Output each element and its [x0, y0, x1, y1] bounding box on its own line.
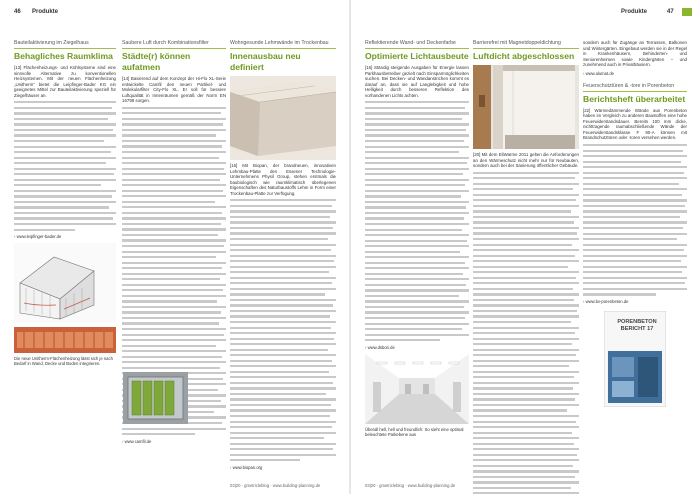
- article-title: Luftdicht abgeschlossen: [473, 51, 575, 61]
- article-kicker: Wohngesunde Lehmwände im Trockenbau: [230, 40, 336, 49]
- page-footer-right: 03|20 · gmetricleblog · www.building-planning.de: [365, 483, 456, 488]
- left-page: [0, 0, 349, 494]
- article-intro: [14] Basierend auf dem Konzept der Hi-Flo XL-Serie entwickelte Camfil den neuen Partikel- und Molekularfilter City-Flo XL. Er soll für bessere Luftqualität in Innenräumen gemäß der Norm EN 16798 sorgen.: [122, 76, 226, 104]
- article-col1: [14, 40, 116, 367]
- article-url-text[interactable]: www.dsbon.de: [367, 344, 395, 350]
- article-col3: [230, 40, 336, 471]
- article-kicker: Barrierefrei mit Magnetdoppeldichtung: [473, 40, 579, 49]
- article-intro: [15] Mit Biopan, der brandneuen, innovativen Lehmbau-Platte des Essener Technologie-Unternehmens Physil Group, stehen erstmals die baubiologisch wie raumklimatisch überlegenen Eigenschaften des Naturbaustoffs Lehm in Form einer Trockenbau-Platte zur Verfügung.: [230, 163, 336, 196]
- article-url[interactable]: › www.dsbon.de: [365, 344, 395, 350]
- article-url[interactable]: › www.biopan.org: [230, 464, 263, 470]
- section-title-right: Produkte: [621, 9, 648, 15]
- article-title: Innenausbau neu definiert: [230, 51, 301, 72]
- article-url[interactable]: › www.camfil.de: [122, 438, 152, 444]
- lehmbau-plate-image: [230, 76, 336, 160]
- article-kicker: Bauteilaktivierung im Ziegelhaus: [14, 40, 116, 49]
- article-col5: [473, 40, 579, 494]
- page-accent-bar: [682, 8, 692, 16]
- article-title: Optimierte Lichtausbeute: [365, 51, 469, 61]
- article-intro: [22] Wärmedämmende Wände aus Porenbeton haben im Vergleich zu anderen Baustoffen eine hohe Feuerwiderstandsdauer. Bereits 100 mm dicke, nichttragende raumabschließende Wände der Feuerwiderstandsklasse F 90-A können mit Brandschutztüren oder -toren versehen werden.: [583, 107, 687, 141]
- door-threshold-image: [473, 65, 579, 149]
- article-body: [583, 144, 687, 296]
- article-col4: [365, 40, 469, 437]
- article-title: Städte(r) können aufatmen: [122, 51, 191, 72]
- parking-garage-image: [365, 354, 469, 424]
- article-url-text[interactable]: www.biopan.org: [232, 464, 263, 470]
- article-title: Berichtsheft überarbeitet: [583, 93, 686, 104]
- page-footer-left: 03|20 · gmetricleblog · www.building-planning.de: [230, 483, 321, 488]
- article-kicker: Saubere Luft durch Kombinationsfilter: [122, 40, 226, 49]
- article-intro: [16] Ständig steigende Ausgaben für Energie lassen Parkhausbetreiber gezielt nach Einsparmöglichkeiten suchen. Bei Decken- und Wandanstrichen kommt es darauf an, dass sie auf Langlebigkeit und hohe Helligkeit durch besseren Reflektion des vorhandenen Lichts achten.: [365, 65, 469, 98]
- article-url[interactable]: › www.bv-porenbeton.de: [583, 298, 629, 304]
- page-number-right: 47: [667, 9, 674, 15]
- section-title-left: Produkte: [32, 9, 59, 15]
- article-continued-text: sondern auch für Zugänge an Terrassen, Balkonen und Wintergärten. Eingebaut werden sie in der Regel in Krankenhäusern, Behinderten- und Seniorenheimen sowie Kindergärten – und zunehmend auch in Privathäusern.: [583, 40, 687, 68]
- heating-pipe-brick-image: [14, 327, 116, 353]
- article-url[interactable]: › www.alumat.de: [583, 70, 614, 76]
- article-intro: [13] Flächenheizungs- und Kühlsysteme sind eine sinnvolle Alternative zu konventionellen Heizsystemen. Mit der neuen Flächenheizung „Unitherm“ bietet die Leipfinger-Bader KG ein geeignetes Mittel zur Bauteilaktivierung speziell für Ziegelhäuser an.: [14, 65, 116, 98]
- article-body: [365, 101, 469, 341]
- image-caption: Die neue Unitherm-Flächenheizung lässt sich je nach Bedarf in Wand, Decke und Boden integrieren.: [14, 356, 113, 367]
- article-url-text[interactable]: www.bv-porenbeton.de: [585, 298, 629, 304]
- house-cutaway-illustration: [14, 243, 116, 323]
- right-page: [351, 0, 700, 494]
- article-url[interactable]: › www.leipfinger-bader.de: [14, 234, 62, 240]
- image-caption: Überall hell, hell und freundlich: So sieht eine optimal beleuchtete Parkebene aus: [365, 426, 464, 438]
- article-body: [473, 172, 579, 494]
- page-number-left: 46: [14, 9, 21, 15]
- article-url-text[interactable]: www.alumat.de: [585, 70, 614, 76]
- filter-unit-image: [123, 372, 188, 424]
- article-kicker: Feuerschutztüren & -tore in Porenbeton: [583, 83, 687, 92]
- article-kicker: Reflektierende Wand- und Deckenfarbe: [365, 40, 469, 49]
- article-col6: [583, 40, 687, 407]
- article-intro: [20] Mit dem EliWarme 2011 gelten die Anforderungen an den Wärmeschutz nicht mehr nur für Neubauten, sondern auch bei der Sanierung öffentlicher Gebäude.: [473, 152, 579, 169]
- article-url-text[interactable]: www.camfil.de: [124, 438, 152, 444]
- article-title: Behagliches Raumklima: [14, 51, 113, 61]
- article-body: [230, 199, 336, 461]
- article-body: [14, 101, 116, 230]
- book-cover-title: PORENBETON BERICHT 17: [617, 318, 657, 332]
- article-url-text[interactable]: www.leipfinger-bader.de: [16, 234, 62, 240]
